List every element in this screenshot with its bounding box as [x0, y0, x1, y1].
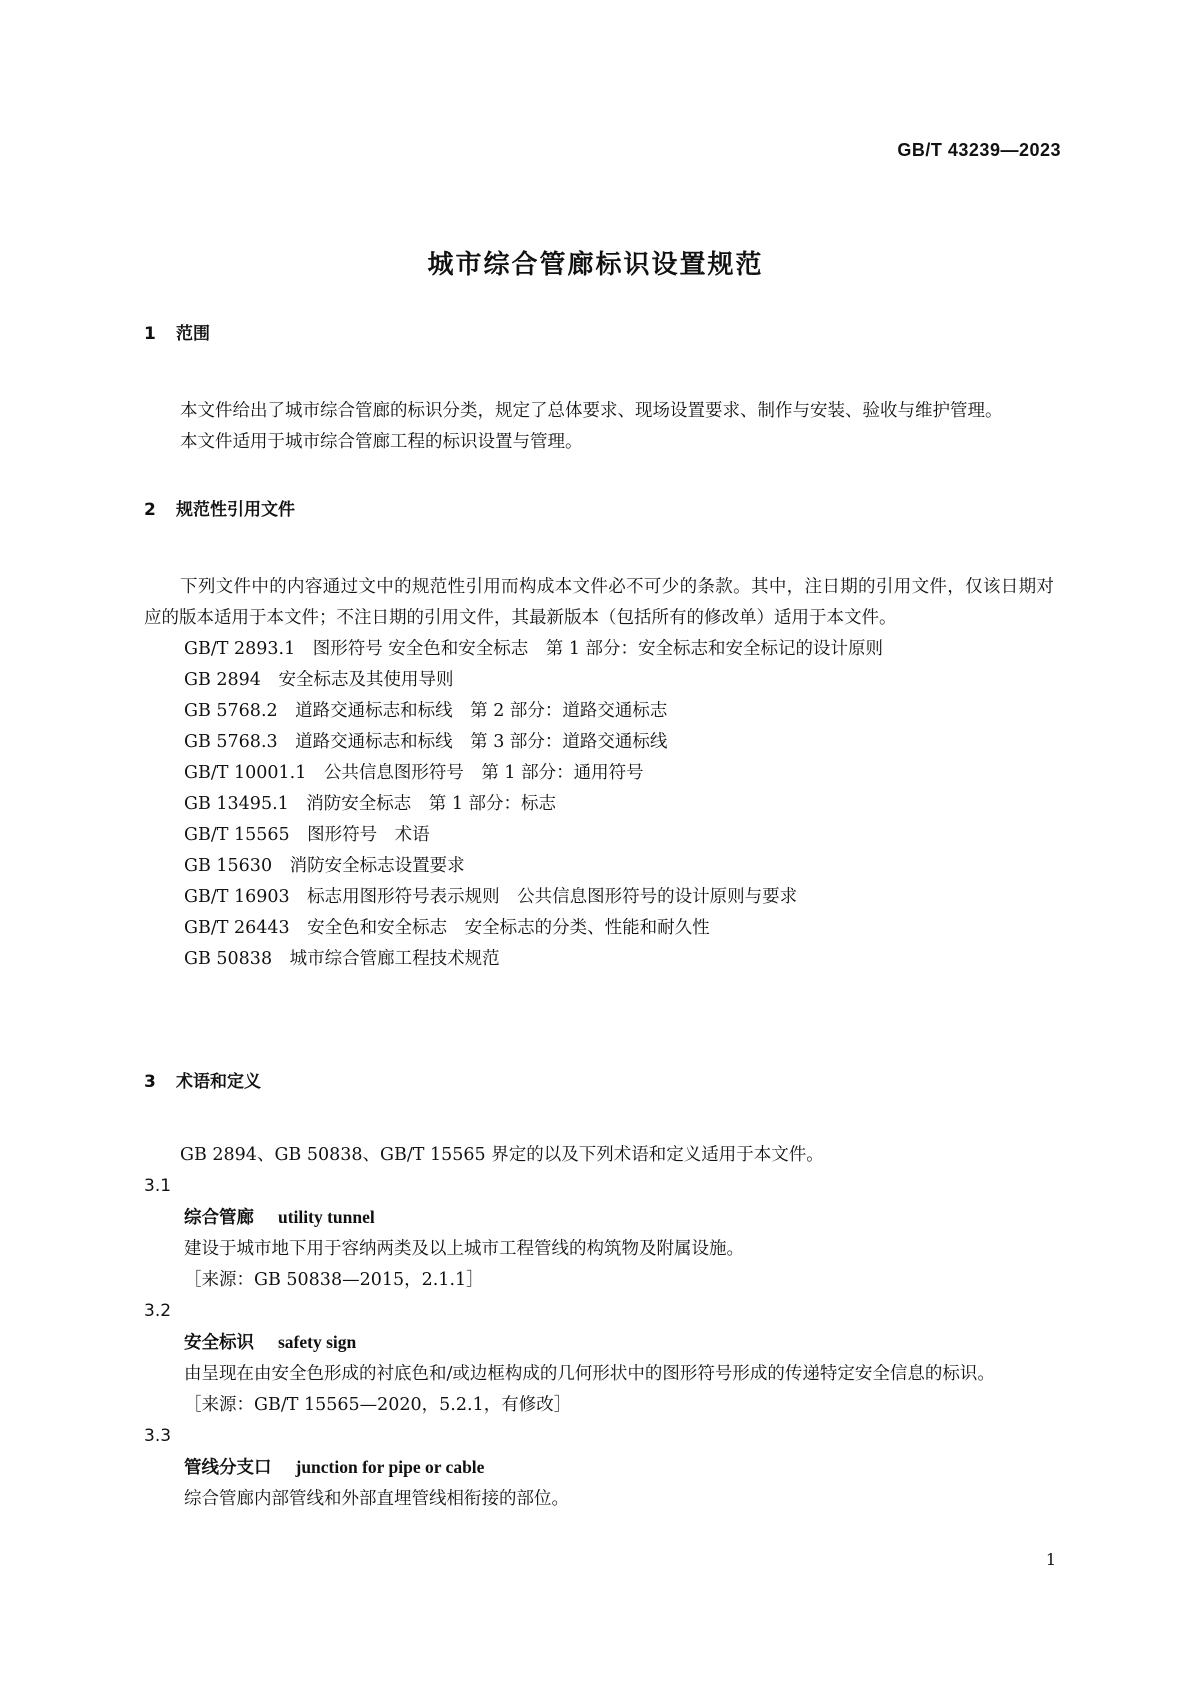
- scope-paragraph: 本文件给出了城市综合管廊的标识分类，规定了总体要求、现场设置要求、制作与安装、验收与维护管理。: [180, 401, 1003, 421]
- section-title: 规范性引用文件: [176, 500, 295, 520]
- term-heading: [144, 1452, 1054, 1484]
- section-number: 3: [144, 1072, 156, 1092]
- section-heading-terms: [144, 1068, 1054, 1096]
- term-number: 3.3: [144, 1426, 172, 1446]
- term-en: utility tunnel: [278, 1207, 375, 1227]
- reference-item: GB 15630 消防安全标志设置要求: [184, 856, 465, 876]
- section-title: 范围: [176, 324, 210, 344]
- term-source: ［来源：GB 50838—2015，2.1.1］: [184, 1270, 484, 1290]
- references-intro: 下列文件中的内容通过文中的规范性引用而构成本文件必不可少的条款。其中，注日期的引用文件，仅该日期对应的版本适用于本文件；不注日期的引用文件，其最新版本（包括所有的修改单）适用于本文件。: [144, 577, 1054, 628]
- section-title: 术语和定义: [176, 1072, 261, 1092]
- term-zh: 管线分支口: [184, 1458, 272, 1478]
- section-scope: [144, 320, 1054, 458]
- term-number: 3.2: [144, 1301, 172, 1321]
- terms-intro: GB 2894、GB 50838、GB/T 15565 界定的以及下列术语和定义适用于本文件。: [180, 1145, 824, 1165]
- section-terms: [144, 1068, 1054, 1515]
- reference-item: GB 5768.2 道路交通标志和标线 第 2 部分：道路交通标志: [184, 701, 668, 721]
- term-source: ［来源：GB/T 15565—2020，5.2.1，有修改］: [184, 1395, 572, 1415]
- term-en: safety sign: [278, 1332, 357, 1352]
- reference-item: GB/T 2893.1 图形符号 安全色和安全标志 第 1 部分：安全标志和安全标记的设计原则: [184, 639, 884, 659]
- section-heading-scope: [144, 320, 1054, 348]
- term-definition: 由呈现在由安全色形成的衬底色和/或边框构成的几何形状中的图形符号形成的传递特定安全信息的标识。: [184, 1364, 995, 1384]
- reference-item: GB/T 16903 标志用图形符号表示规则 公共信息图形符号的设计原则与要求: [184, 887, 798, 907]
- term-number: 3.1: [144, 1176, 172, 1196]
- standard-code: GB/T 43239—2023: [897, 140, 1061, 160]
- reference-item: GB 5768.3 道路交通标志和标线 第 3 部分：道路交通标线: [184, 732, 668, 752]
- scope-paragraph: 本文件适用于城市综合管廊工程的标识设置与管理。: [180, 432, 583, 452]
- reference-item: GB/T 15565 图形符号 术语: [184, 825, 430, 845]
- section-heading-references: [144, 496, 1054, 524]
- term-definition: 建设于城市地下用于容纳两类及以上城市工程管线的构筑物及附属设施。: [184, 1239, 744, 1259]
- term-definition: 综合管廊内部管线和外部直埋管线相衔接的部位。: [184, 1489, 569, 1509]
- reference-item: GB 13495.1 消防安全标志 第 1 部分：标志: [184, 794, 557, 814]
- term-zh: 综合管廊: [184, 1208, 254, 1228]
- page-number: 1: [1045, 1550, 1056, 1569]
- term-zh: 安全标识: [184, 1333, 254, 1353]
- term-heading: [144, 1327, 1054, 1359]
- term-heading: [144, 1202, 1054, 1234]
- section-number: 1: [144, 324, 156, 344]
- section-number: 2: [144, 500, 156, 520]
- reference-item: GB 2894 安全标志及其使用导则: [184, 670, 454, 690]
- section-normative-references: [144, 496, 1054, 975]
- reference-item: GB 50838 城市综合管廊工程技术规范: [184, 949, 500, 969]
- term-en: junction for pipe or cable: [295, 1457, 485, 1477]
- reference-item: GB/T 26443 安全色和安全标志 安全标志的分类、性能和耐久性: [184, 918, 710, 938]
- reference-item: GB/T 10001.1 公共信息图形符号 第 1 部分：通用符号: [184, 763, 644, 783]
- document-title: 城市综合管廊标识设置规范: [427, 250, 764, 280]
